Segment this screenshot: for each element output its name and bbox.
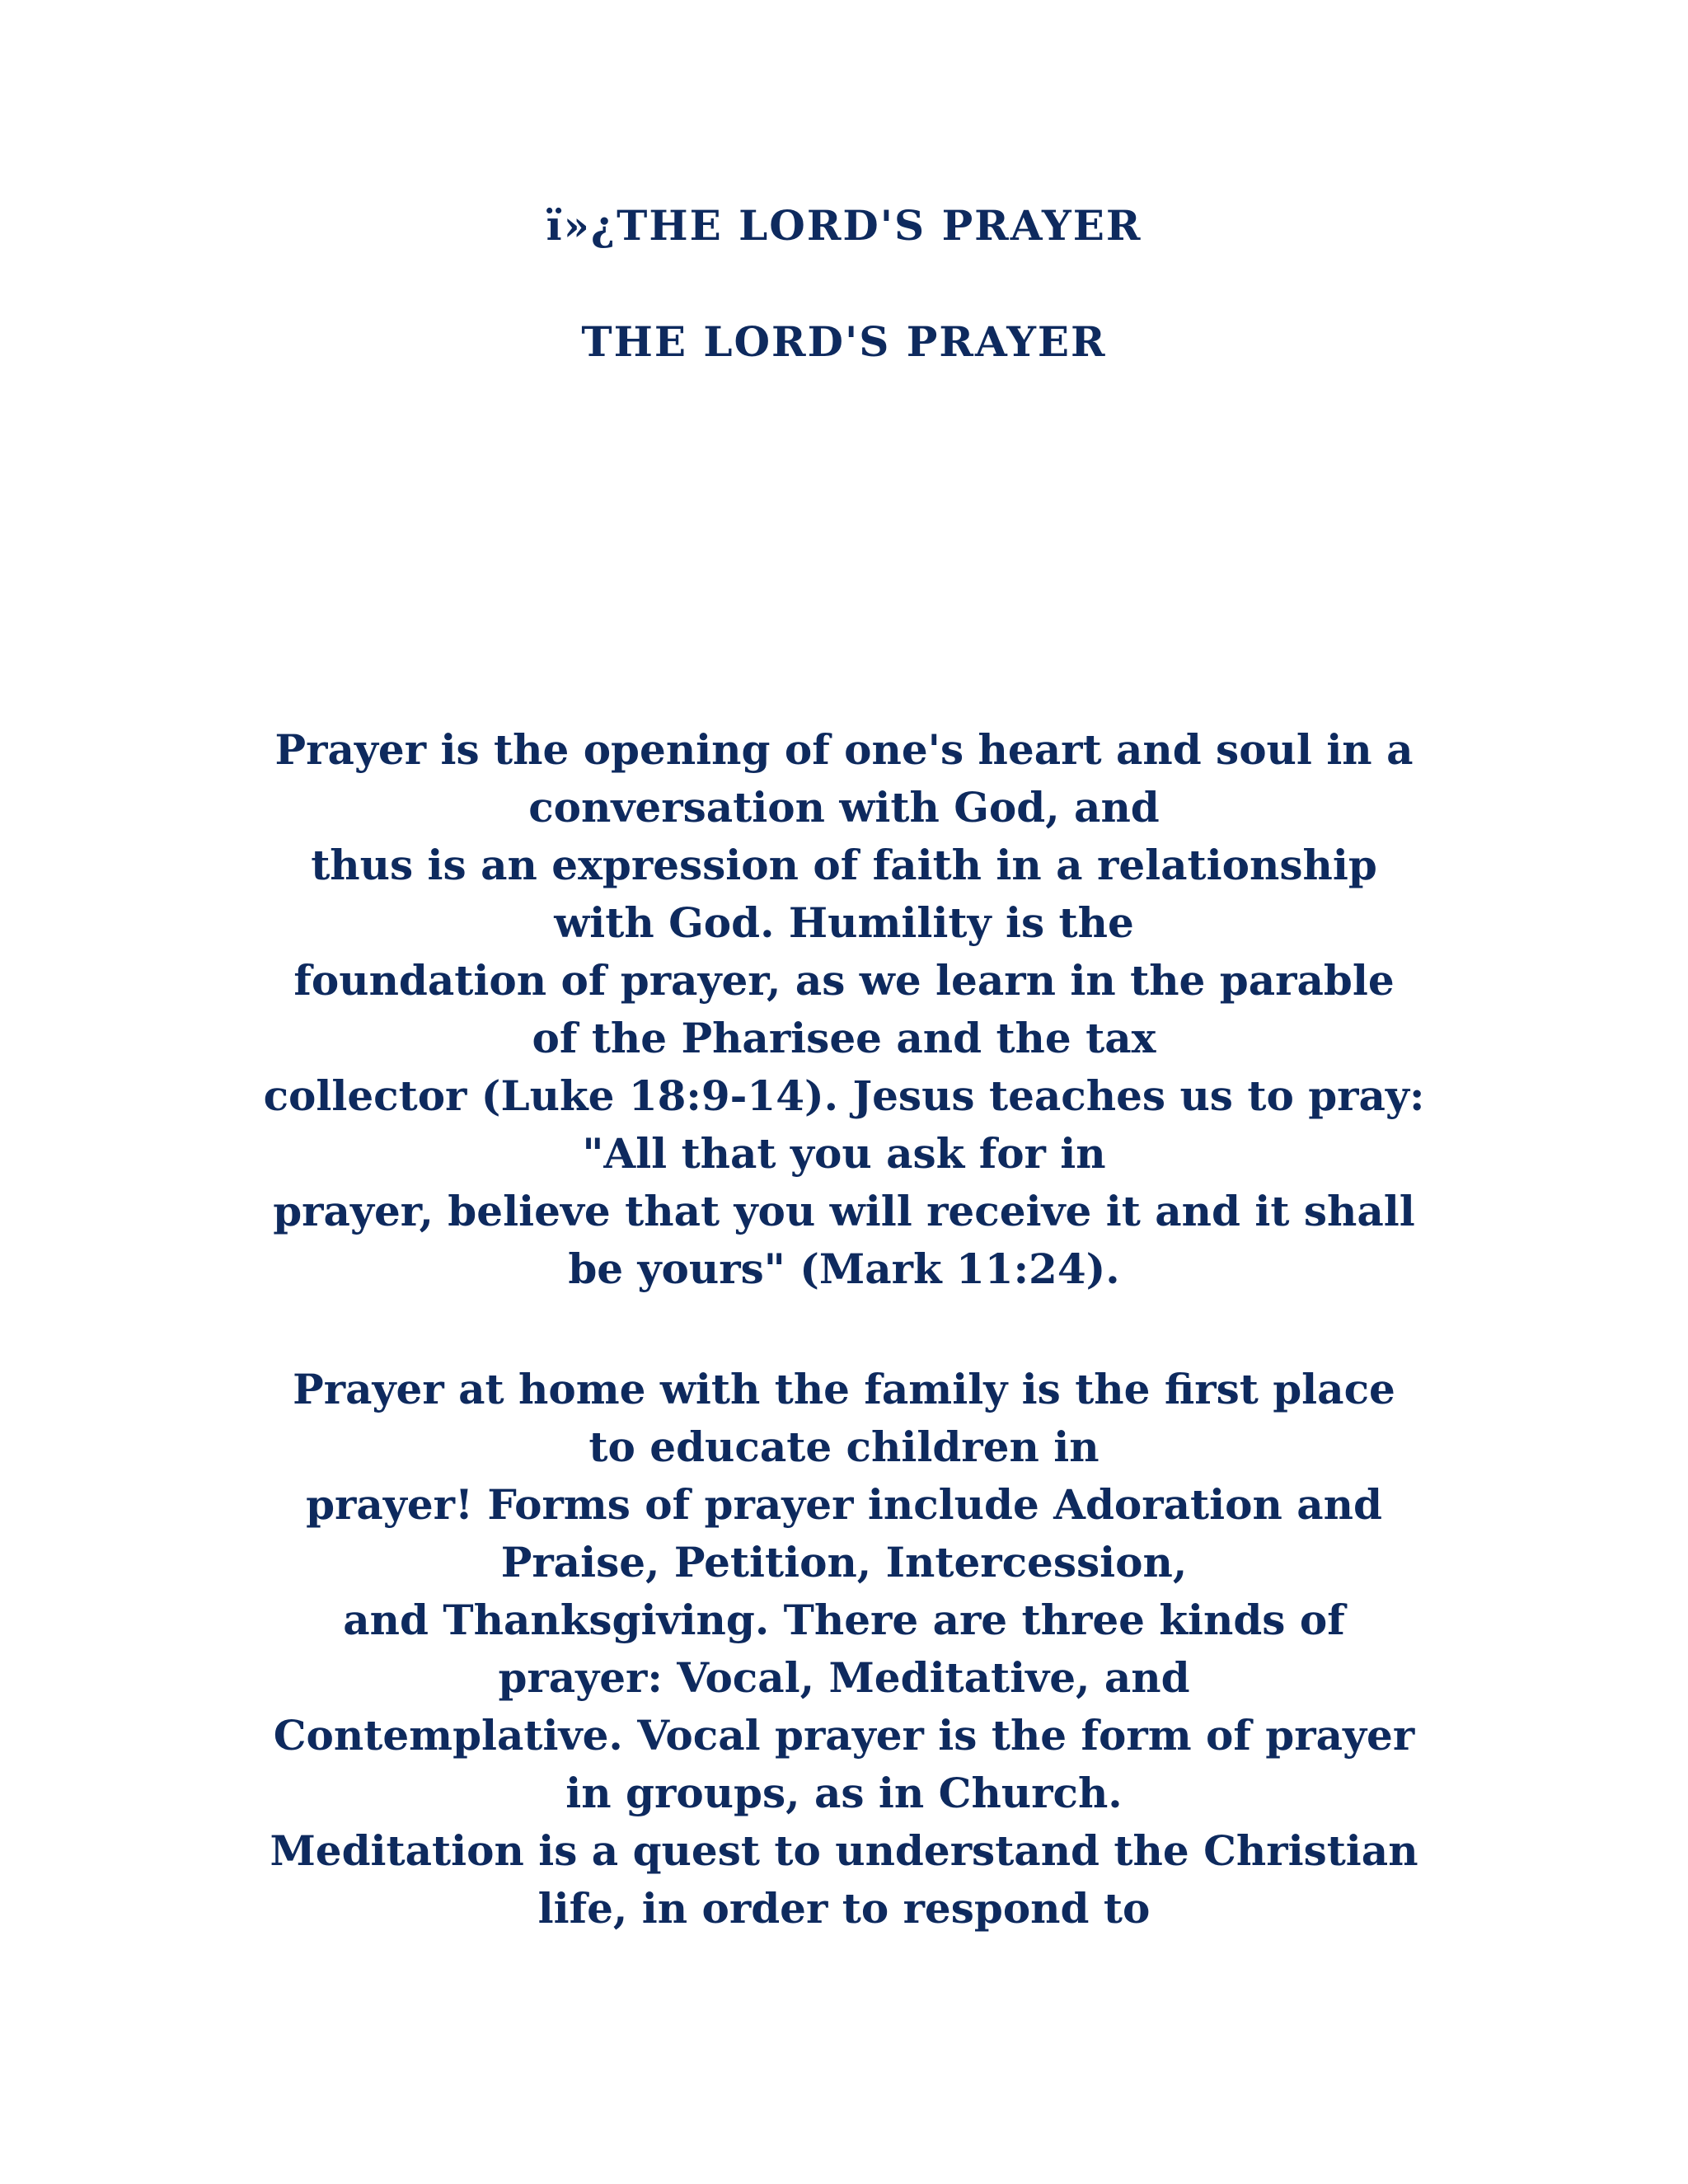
document-title: ï»¿THE LORD'S PRAYER — [546, 201, 1142, 250]
paragraph-line: Prayer is the opening of one's heart and soul in a — [274, 725, 1414, 774]
paragraph-line: Contemplative. Vocal prayer is the form of prayer — [273, 1711, 1415, 1760]
paragraph-line: of the Pharisee and the tax — [532, 1014, 1156, 1062]
paragraph-prayer-forms — [198, 1361, 1490, 1938]
document-subtitle: THE LORD'S PRAYER — [581, 317, 1107, 366]
paragraph-line: in groups, as in Church. — [565, 1769, 1123, 1817]
paragraph-line: prayer: Vocal, Meditative, and — [498, 1653, 1190, 1702]
paragraph-line: "All that you ask for in — [582, 1129, 1106, 1178]
paragraph-line: prayer, believe that you will receive it and it shall — [273, 1187, 1415, 1235]
paragraph-line: Praise, Petition, Intercession, — [500, 1538, 1188, 1586]
paragraph-line: and Thanksgiving. There are three kinds of — [343, 1596, 1345, 1644]
paragraph-prayer-definition — [198, 721, 1490, 1298]
paragraph-line: Meditation is a quest to understand the Christian — [270, 1826, 1418, 1875]
paragraph-line: with God. Humility is the — [554, 898, 1134, 947]
paragraph-line: collector (Luke 18:9-14). Jesus teaches us to pray: — [263, 1071, 1425, 1120]
paragraph-line: be yours" (Mark 11:24). — [568, 1244, 1120, 1293]
paragraph-line: prayer! Forms of prayer include Adoration and — [306, 1480, 1382, 1529]
paragraph-line: conversation with God, and — [528, 783, 1160, 832]
paragraph-line: Prayer at home with the family is the first place — [293, 1365, 1395, 1413]
paragraph-line: life, in order to respond to — [537, 1884, 1151, 1933]
paragraph-line: to educate children in — [588, 1422, 1100, 1471]
paragraph-line: foundation of prayer, as we learn in the parable — [293, 956, 1395, 1005]
paragraph-line: thus is an expression of faith in a relationship — [311, 841, 1377, 889]
